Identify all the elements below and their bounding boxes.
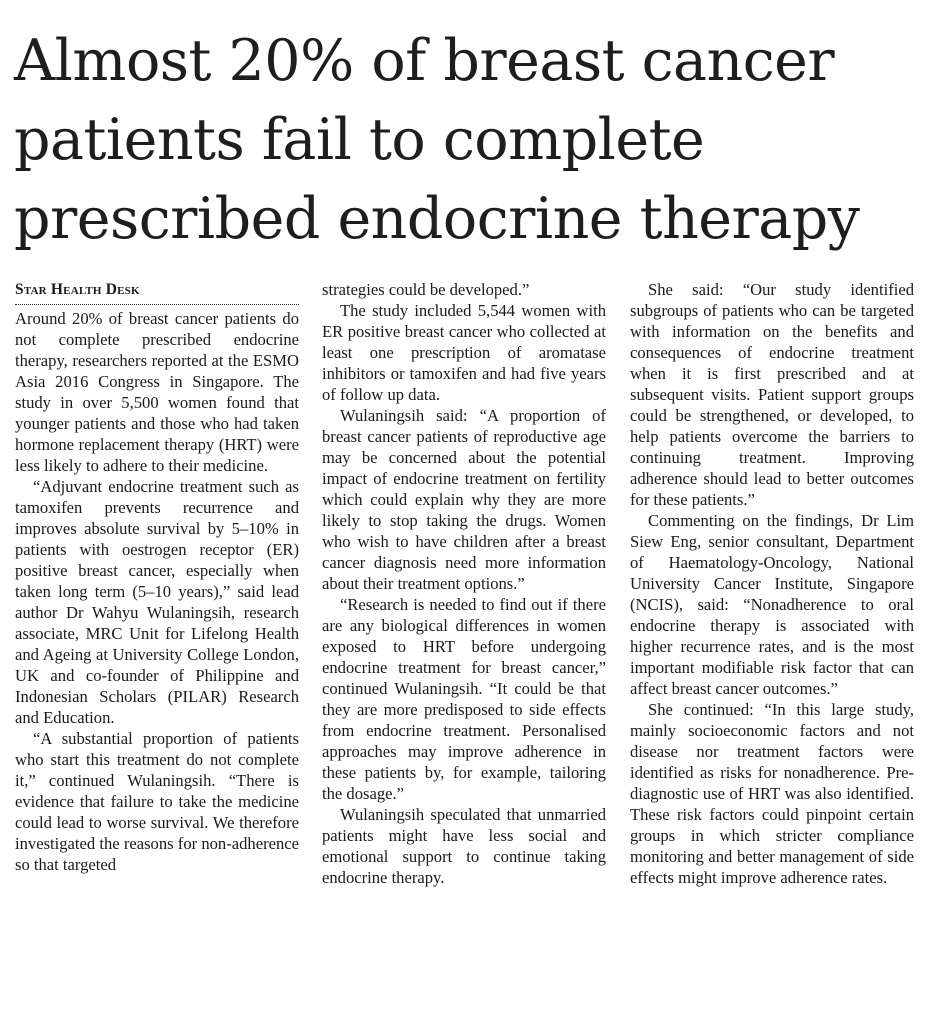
headline-line: patients fail to complete: [14, 107, 705, 173]
article-column-1: [15, 279, 299, 875]
byline: Star Health Desk: [15, 281, 140, 298]
headline-line: Almost 20% of breast cancer: [14, 28, 835, 94]
paragraph: “Research is needed to find out if there are any biological differences in women exposed to HRT before undergoing endocrine treatment for breast cancer,” continued Wulaningsih. “It could be that they are more predisposed to side effects from endocrine treatment. Personalised approaches may improve adherence in these patients by, for example, tailoring the dosage.”: [322, 595, 606, 803]
paragraph: Around 20% of breast cancer patients do not complete prescribed endocrine therapy, researchers reported at the ESMO Asia 2016 Congress in Singapore. The study in over 5,500 women found that younger patients and those who had taken hormone replacement therapy (HRT) were less likely to adhere to their medicine.: [15, 309, 299, 475]
headline: [14, 22, 939, 259]
paragraph: strategies could be developed.”: [322, 280, 530, 299]
paragraph: Wulaningsih said: “A proportion of breast cancer patients of reproductive age may be concerned about the potential impact of endocrine treatment on fertility which could explain why they are more likely to stop taking the drugs. Women who wish to have children after a breast cancer diagnosis need more information about their treatment options.”: [322, 406, 606, 593]
headline-line: prescribed endocrine therapy: [14, 186, 860, 252]
paragraph: She continued: “In this large study, mainly socioeconomic factors and not disease nor treatment factors were identified as risks for nonadherence. Pre-diagnostic use of HRT was also identified. These risk factors could pinpoint certain groups in which stricter compliance monitoring and better management of side effects might improve adherence rates.: [630, 700, 914, 887]
paragraph: “A substantial proportion of patients who start this treatment do not complete it,” continued Wulaningsih. “There is evidence that failure to take the medicine could lead to worse survival. We therefore investigated the reasons for non-adherence so that targeted: [15, 729, 299, 874]
paragraph: Commenting on the findings, Dr Lim Siew Eng, senior consultant, Department of Haematology-Oncology, National University Cancer Institute, Singapore (NCIS), said: “Nonadherence to oral endocrine therapy is associated with higher recurrence rates, and is the most important modifiable risk factor that can affect breast cancer outcomes.”: [630, 511, 914, 698]
paragraph: The study included 5,544 women with ER positive breast cancer who collected at least one prescription of aromatase inhibitors or tamoxifen and had five years of follow up data.: [322, 301, 606, 404]
paragraph: She said: “Our study identified subgroups of patients who can be targeted with information on the benefits and consequences of endocrine treatment when it is first prescribed and at subsequent visits. Patient support groups could be strengthened, or developed, to help patients overcome the barriers to continuing treatment. Improving adherence should lead to better outcomes for these patients.”: [630, 280, 914, 509]
byline-divider: [15, 304, 299, 305]
paragraph: “Adjuvant endocrine treatment such as tamoxifen prevents recurrence and improves absolute survival by 5–10% in patients with oestrogen receptor (ER) positive breast cancer, especially when taken long term (5–10 years),” said lead author Dr Wahyu Wulaningsih, research associate, MRC Unit for Lifelong Health and Ageing at University College London, UK and co-founder of Philippine and Indonesian Scholars (PILAR) Research and Education.: [15, 477, 299, 727]
article-column-2: [322, 279, 606, 888]
paragraph: Wulaningsih speculated that unmarried patients might have less social and emotional support to continue taking endocrine therapy.: [322, 805, 606, 887]
article-column-3: [630, 279, 914, 888]
